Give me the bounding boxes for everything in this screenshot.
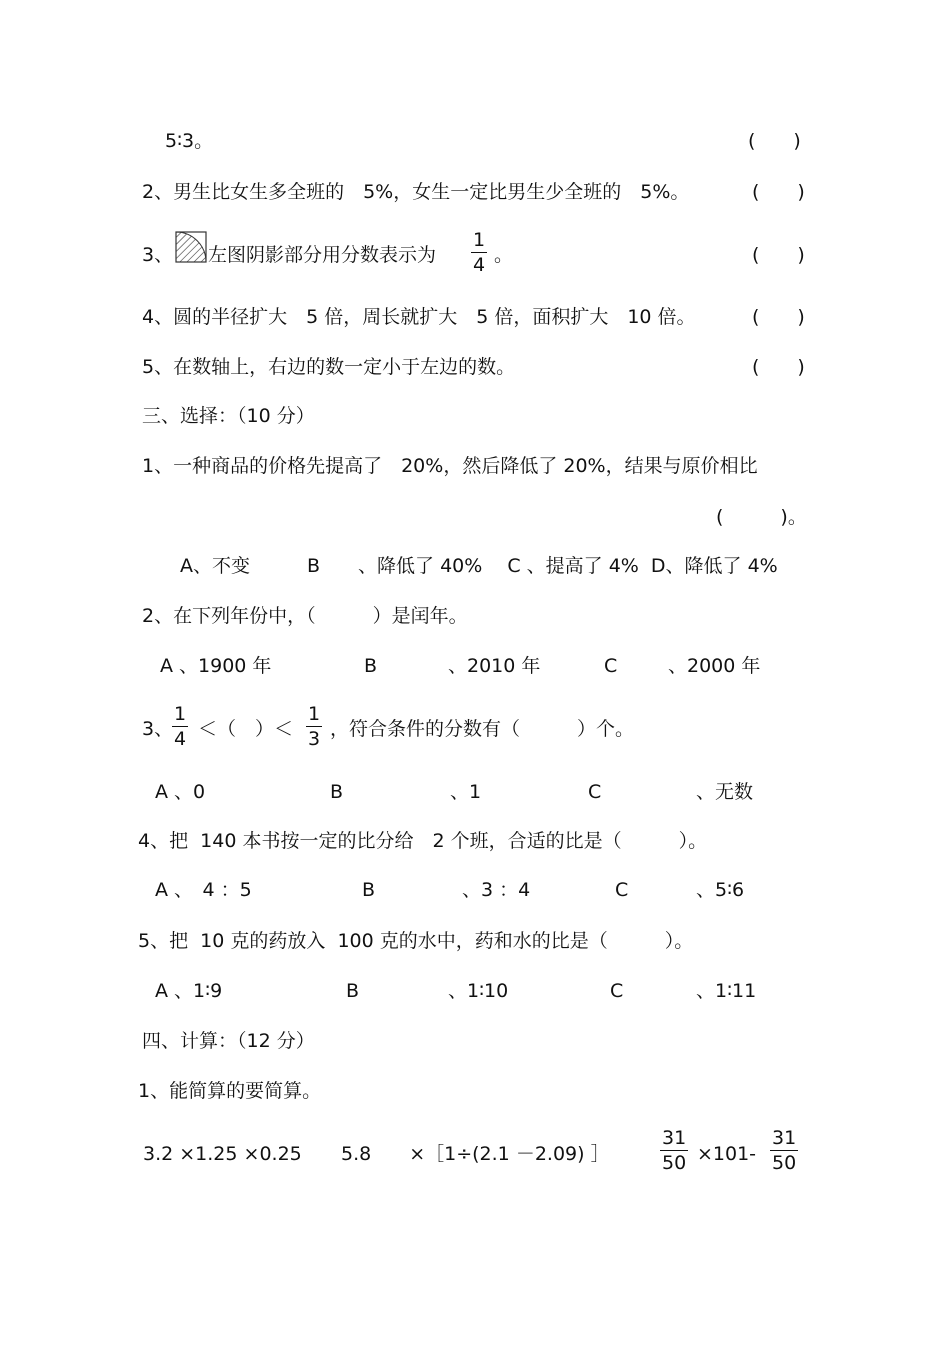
choice-q1-options: A、不变 B 、降低了 40% C 、提高了 4% D、降低了 4% (180, 555, 778, 577)
choice-q2-option: B (364, 655, 378, 677)
section-3-heading: 三、选择：（10 分） (142, 405, 315, 427)
choice-q3-option: A 、0 (155, 781, 206, 803)
fraction-numerator: 1 (308, 703, 321, 725)
choice-q1: 1、一种商品的价格先提高了 20%，然后降低了 20%，结果与原价相比 (142, 455, 758, 477)
fraction-numerator: 31 (772, 1127, 797, 1149)
choice-q3-text: ，符合条件的分数有（ ）个。 (330, 718, 635, 740)
choice-q4-option: B (362, 879, 376, 901)
fraction-numerator: 31 (662, 1127, 687, 1149)
fraction-denominator: 3 (308, 728, 321, 750)
judge-q3-num: 3、 (142, 244, 174, 266)
shaded-quarter-circle-figure (175, 231, 207, 263)
choice-q3-num: 3、 (142, 718, 174, 740)
choice-q3-option: 、无数 (696, 781, 754, 803)
choice-q3-option: C (588, 781, 602, 803)
fraction-numerator: 1 (174, 703, 187, 725)
answer-paren[interactable]: ( ) (752, 244, 805, 266)
choice-q5-option: A 、1∶9 (155, 980, 223, 1002)
choice-q3-option: B (330, 781, 344, 803)
choice-q4-option: A 、 4 ：5 (155, 879, 252, 901)
answer-paren[interactable]: ( ) (748, 130, 801, 152)
calc-expr-2: 5.8 ×［1÷(2.1 －2.09) ］ (341, 1143, 610, 1165)
section-4-heading: 四、计算：（12 分） (142, 1030, 315, 1052)
choice-q2-option: C (604, 655, 618, 677)
fraction-denominator: 50 (662, 1152, 687, 1174)
choice-q5-option: B (346, 980, 360, 1002)
fraction-31-50 (660, 1127, 688, 1174)
choice-q2: 2、在下列年份中，（ ）是闰年。 (142, 605, 468, 627)
fraction-one-third (306, 703, 322, 750)
fraction-denominator: 50 (772, 1152, 797, 1174)
fraction-denominator: 4 (473, 254, 486, 276)
choice-q3-mid: ＜（ ）＜ (198, 718, 294, 740)
judge-q3-end: 。 (494, 244, 514, 266)
judge-q2: 2、男生比女生多全班的 5%，女生一定比男生少全班的 5%。 (142, 181, 690, 203)
choice-q4-option: 、3 ：4 (462, 879, 531, 901)
fraction-numerator: 1 (473, 229, 486, 251)
calc-q1: 1、能简算的要简算。 (138, 1080, 322, 1102)
choice-q4: 4、把 140 本书按一定的比分给 2 个班，合适的比是（ ）。 (138, 830, 708, 852)
judge-q4: 4、圆的半径扩大 5 倍，周长就扩大 5 倍，面积扩大 10 倍。 (142, 306, 696, 328)
choice-q5-option: 、1∶11 (696, 980, 757, 1002)
judge-q5: 5、在数轴上，右边的数一定小于左边的数。 (142, 356, 516, 378)
calc-expr-3-mid: ×101- (697, 1143, 757, 1165)
judge-q1-tail: 5∶3。 (165, 130, 214, 152)
choice-q4-option: 、5∶6 (696, 879, 745, 901)
choice-q5-option: C (610, 980, 624, 1002)
choice-q3-option: 、1 (450, 781, 482, 803)
fraction-one-quarter (172, 703, 188, 750)
choice-q2-option: A 、1900 年 (160, 655, 272, 677)
choice-q4-option: C (615, 879, 629, 901)
answer-paren[interactable]: ( ) (752, 356, 805, 378)
choice-q1-paren[interactable]: ( )。 (716, 506, 807, 528)
fraction-31-50 (770, 1127, 798, 1174)
choice-q2-option: 、2000 年 (668, 655, 761, 677)
answer-paren[interactable]: ( ) (752, 306, 805, 328)
answer-paren[interactable]: ( ) (752, 181, 805, 203)
judge-q3-text: 左图阴影部分用分数表示为 (208, 244, 437, 266)
fraction-denominator: 4 (174, 728, 187, 750)
calc-expr-1: 3.2 ×1.25 ×0.25 (143, 1143, 302, 1165)
choice-q5: 5、把 10 克的药放入 100 克的水中，药和水的比是（ ）。 (138, 930, 694, 952)
choice-q5-option: 、1∶10 (448, 980, 509, 1002)
fraction-one-quarter (471, 229, 487, 276)
choice-q2-option: 、2010 年 (448, 655, 541, 677)
